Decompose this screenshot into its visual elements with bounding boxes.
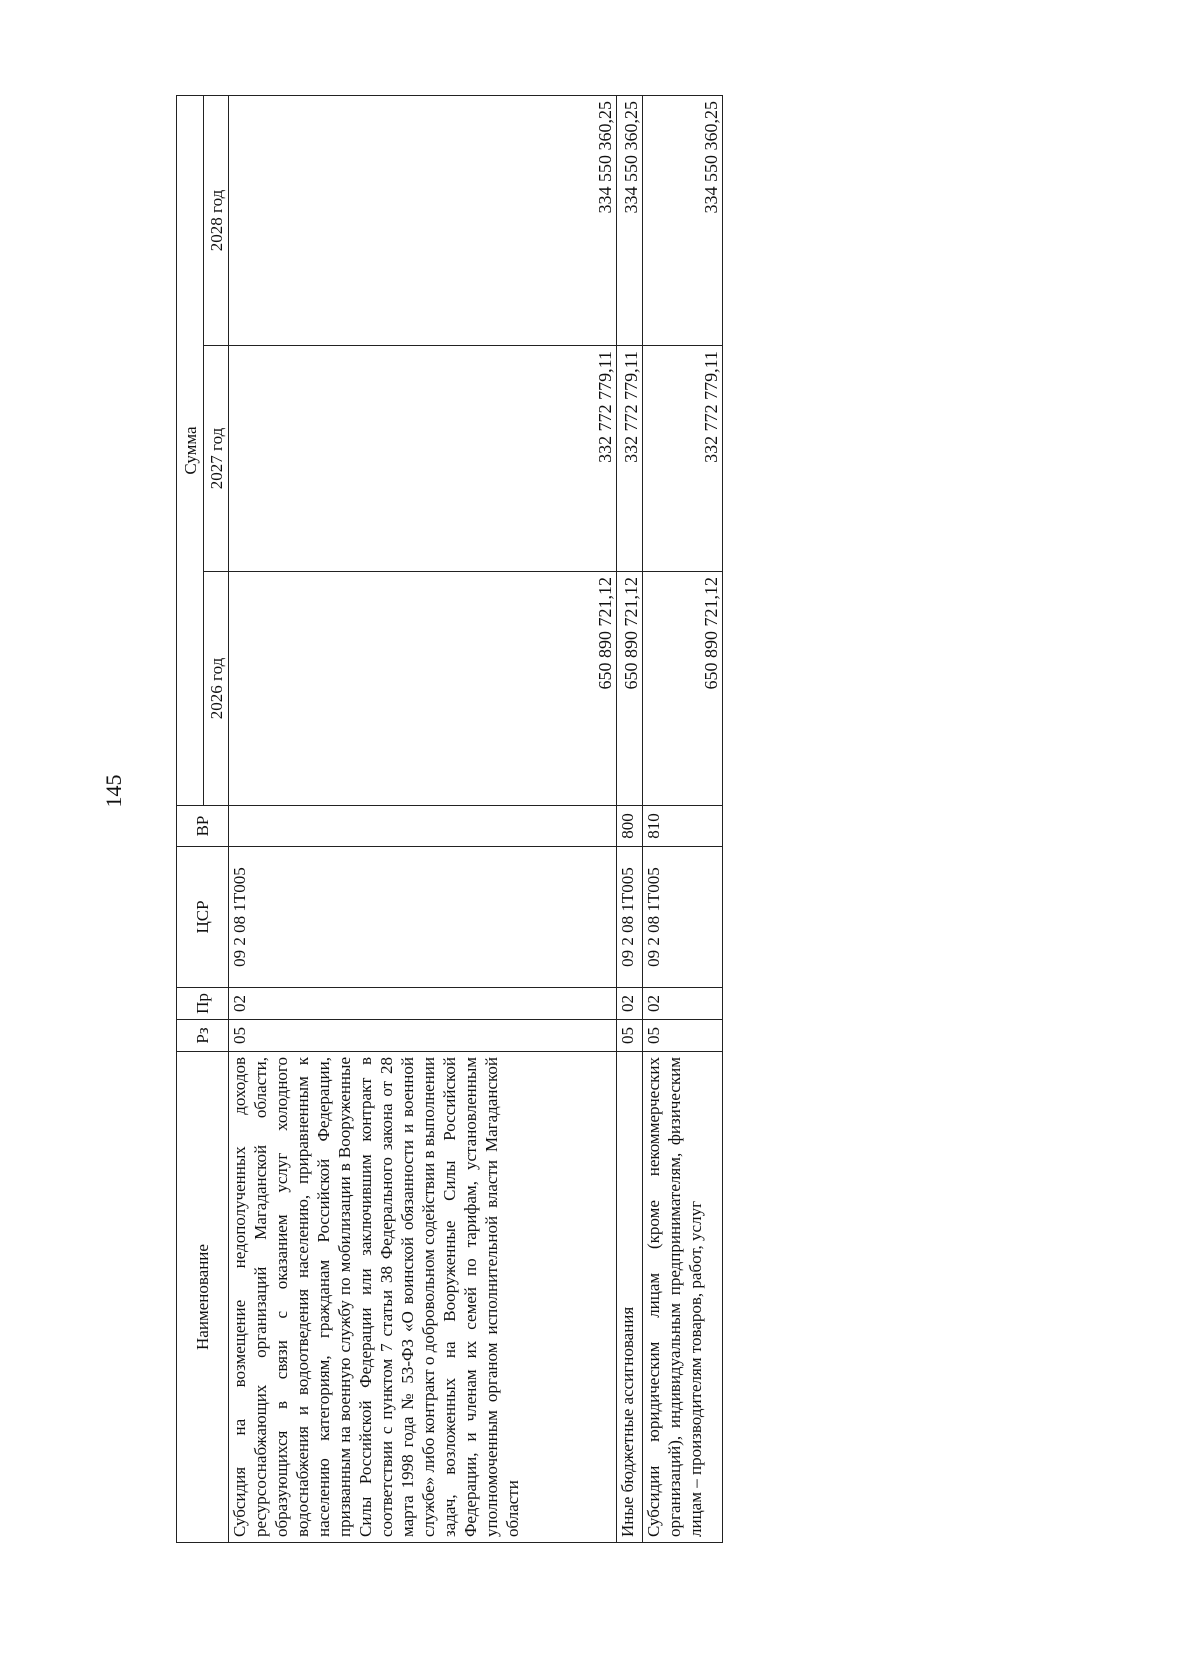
- row-csr: 09 2 08 1Т005: [643, 847, 723, 988]
- header-year-2027: 2027 год: [204, 346, 229, 572]
- row-rz: 05: [617, 1020, 643, 1052]
- row-pr: 02: [643, 988, 723, 1020]
- header-rz: Рз: [177, 1020, 229, 1052]
- row-amount-2028: 334 550 360,25: [643, 95, 723, 345]
- row-amount-2027: 332 772 779,11: [229, 346, 617, 572]
- row-amount-2028: 334 550 360,25: [617, 95, 643, 345]
- header-sum: Сумма: [177, 95, 204, 805]
- header-vr: ВР: [177, 806, 229, 847]
- row-vr: 810: [643, 806, 723, 847]
- row-amount-2027: 332 772 779,11: [643, 346, 723, 572]
- row-csr: 09 2 08 1Т005: [617, 847, 643, 988]
- row-amount-2026: 650 890 721,12: [617, 572, 643, 806]
- row-rz: 05: [643, 1020, 723, 1052]
- header-csr: ЦСР: [177, 847, 229, 988]
- row-amount-2026: 650 890 721,12: [229, 572, 617, 806]
- row-pr: 02: [617, 988, 643, 1020]
- header-row: [177, 95, 204, 1542]
- row-amount-2026: 650 890 721,12: [643, 572, 723, 806]
- page-number: 145: [101, 774, 126, 808]
- header-year-2026: 2026 год: [204, 572, 229, 806]
- row-csr: 09 2 08 1Т005: [229, 847, 617, 988]
- row-vr: [229, 806, 617, 847]
- row-name: Субсидии юридическим лицам (кроме некоммерческих организаций), индивидуальным предпринимателям, физическим лицам – производителям товаров, работ, услуг: [643, 1052, 723, 1543]
- header-year-2028: 2028 год: [204, 95, 229, 345]
- header-name: Наименование: [177, 1052, 229, 1543]
- row-name: Субсидия на возмещение недополученных доходов ресурсоснабжающих организаций Магаданской области, образующихся в связи с оказанием услуг холодного водоснабжения и водоотведения населению, приравненным к населению категориям, гражданам Российской Федерации, призванным на военную службу по мобилизации в Вооруженные Силы Российской Федерации или заключившим контракт в соответствии с пунктом 7 статьи 38 Федерального закона от 28 марта 1998 года № 53-ФЗ «О воинской обязанности и военной службе» либо контракт о добровольном содействии в выполнении задач, возложенных на Вооруженные Силы Российской Федерации, и членам их семей по тарифам, установленным уполномоченным органом исполнительной власти Магаданской области: [229, 1052, 617, 1543]
- rotated-page: [176, 96, 804, 1543]
- row-rz: 05: [229, 1020, 617, 1052]
- table-row: [229, 95, 617, 1542]
- budget-table: [176, 95, 723, 1543]
- table-row: [643, 95, 723, 1542]
- row-pr: 02: [229, 988, 617, 1020]
- table-row: [617, 95, 643, 1542]
- row-amount-2027: 332 772 779,11: [617, 346, 643, 572]
- row-name: Иные бюджетные ассигнования: [617, 1052, 643, 1543]
- row-vr: 800: [617, 806, 643, 847]
- header-pr: Пр: [177, 988, 229, 1020]
- row-amount-2028: 334 550 360,25: [229, 95, 617, 345]
